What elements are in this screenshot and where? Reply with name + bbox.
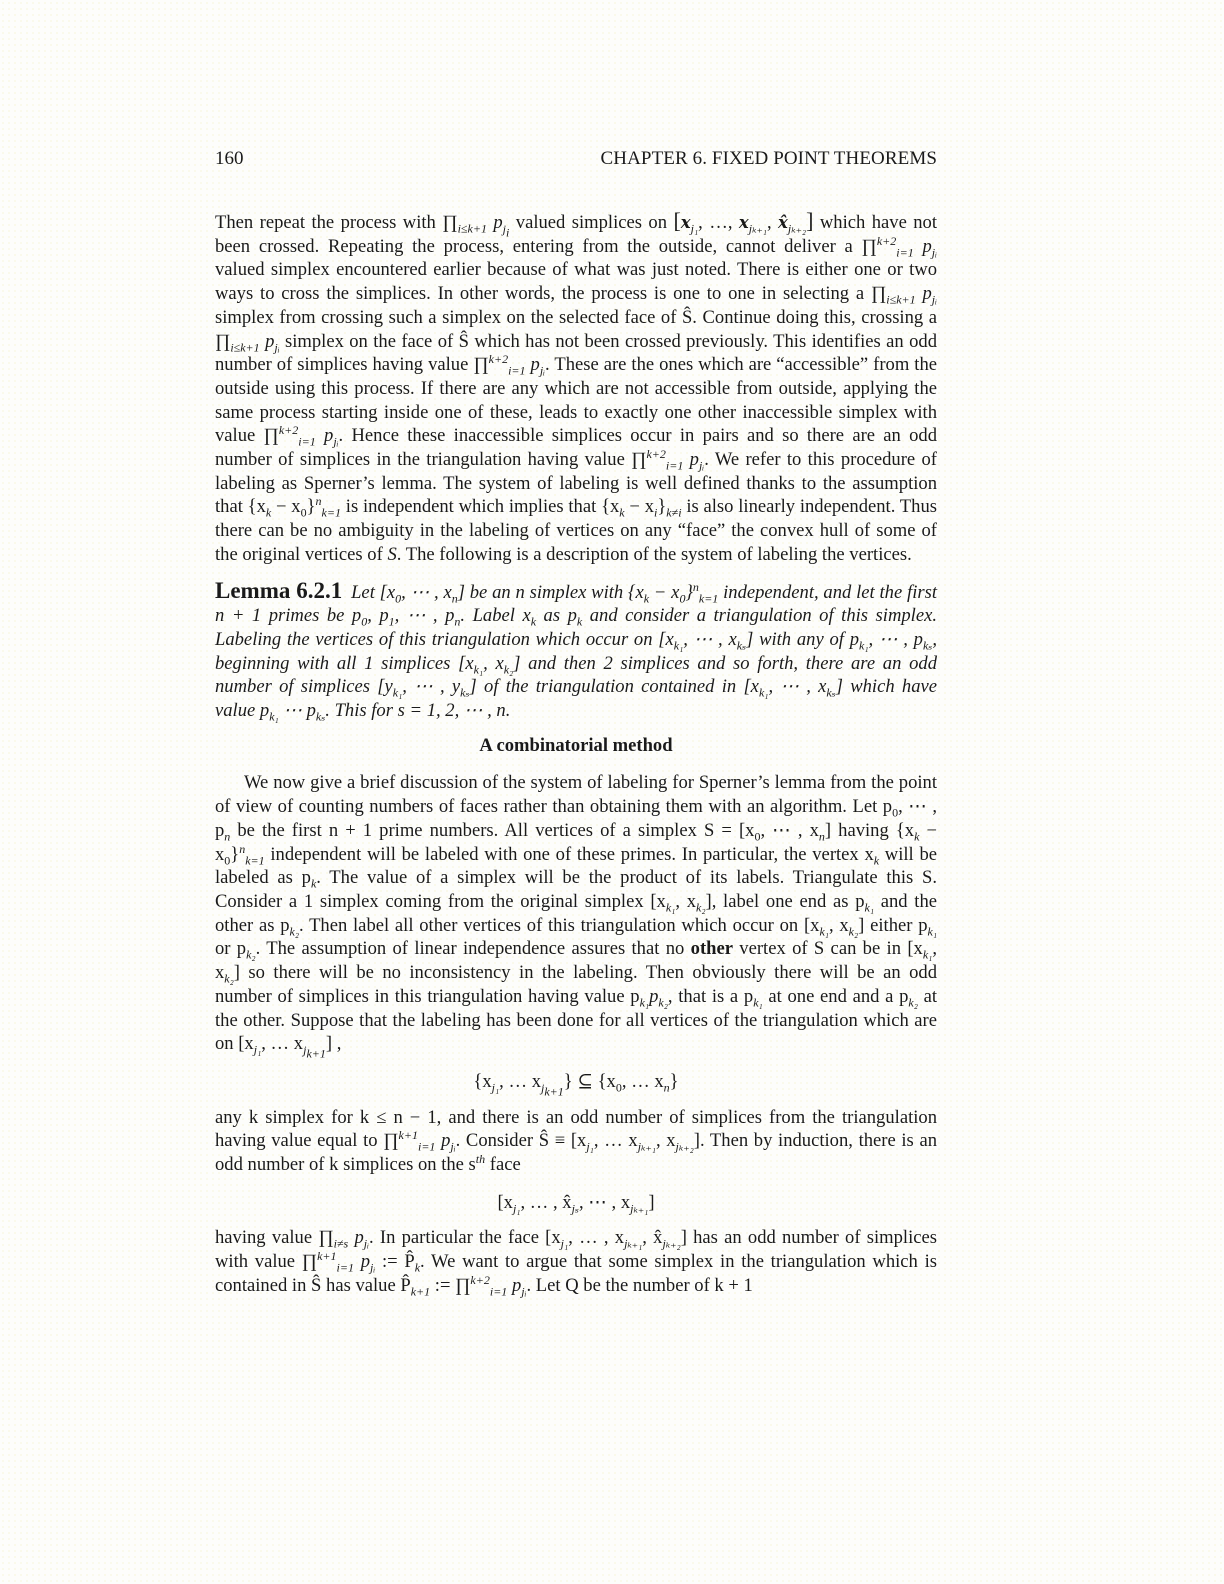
display-equation-face: [$x_{j_1}$, … , $x̂_{j_s}$, ⋯ , $x_{j_{k+1}}$] <box>497 1191 655 1216</box>
lemma-6-2-1: Lemma 6.2.1 Let [$x_0$, ⋯ , $x_n$] be an n simplex with $\{x_k - x_0\}^n_{k=1}$ independent, and let the first n + 1 primes be $p_0$, $p_1$, ⋯ , $p_n$. Label $x_k$ as $p_k$ and consider a triangulation of this simplex. Labeling the vertices of this triangulation which occur on [$x_{k_1}$, ⋯ , $x_{k_s}$] with any of $p_{k_1}$, ⋯ , $p_{k_s}$, beginning with all 1 simplices [$x_{k_1}$, $x_{k_2}$] and then 2 simplices and so forth, there are an odd number of simplices [$y_{k_1}$, ⋯ , $y_{k_s}$] of the triangulation contained in [$x_{k_1}$, ⋯ , $x_{k_s}$] which have value $p_{k_1}$ ⋯ $p_{k_s}$. This for s = 1, 2, ⋯ , n. <box>215 577 938 724</box>
page-body <box>215 209 937 1298</box>
display-equation-subset: {$x_{j_1}$, … $x_{j_{k+1}}$} ⊆ {$x_0$, … $x_n$} <box>473 1070 679 1099</box>
paragraph-face-value: having value $\prod_{i\ne s}$ $p_{jᵢ}$. In particular the face [$x_{j_1}$, … , $x_{j_{k+1}}$, $x̂_{j_{k+2}}$] has an odd number of simplices with value ∏$^{k+1}_{i=1}$ $p_{jᵢ}$ := $P̂_k$. We want to argue that some simplex in the triangulation which is contained in Ŝ has value $P̂_{k+1}$ := ∏$^{k+2}_{i=1}$ $p_{jᵢ}$. Let Q be the number of k + 1 <box>215 1227 937 1299</box>
section-title: A combinatorial method <box>479 734 673 756</box>
running-header <box>215 148 937 172</box>
lemma-label: Lemma 6.2.1 <box>215 577 343 603</box>
paragraph-combinatorial: We now give a brief discussion of the system of labeling for Sperner’s lemma from the point of view of counting numbers of faces rather than obtaining them with an algorithm. Let $p_0$, ⋯ , $p_n$ be the first n + 1 prime numbers. All vertices of a simplex $S = [x_0$, ⋯ , $x_n$] having $\{x_k - x_0\}^n_{k=1}$ independent will be labeled with one of these primes. In particular, the vertex $x_k$ will be labeled as $p_k$. The value of a simplex will be the product of its labels. Triangulate this S. Consider a 1 simplex coming from the original simplex [$x_{k_1}$, $x_{k_2}$], label one end as $p_{k_1}$ and the other as $p_{k_2}$. Then label all other vertices of this triangulation which occur on [$x_{k_1}$, $x_{k_2}$] either $p_{k_1}$ or $p_{k_2}$. The assumption of linear independence assures that no other vertex of S can be in [$x_{k_1}$, $x_{k_2}$] so there will be no inconsistency in the labeling. Then obviously there will be an odd number of simplices in this triangulation having value $p_{k_1}p_{k_2}$, that is a $p_{k_1}$ at one end and a $p_{k_2}$ at the other. Suppose that the labeling has been done for all vertices of the triangulation which are on [$x_{j_1}$, … $x_{j_{k+1}}$] , <box>215 772 938 1061</box>
chapter-title: CHAPTER 6. FIXED POINT THEOREMS <box>600 148 937 169</box>
paragraph-sperner-process: Then repeat the process with $\prod_{i\le k+1}$ $p_{j_i}$ valued simplices on [$x_{j_1}$, …, $x_{j_{k+1}}$, $x̂_{j_{k+2}}$] which have not been crossed. Repeating the process, entering from the outside, cannot deliver a ∏$^{k+2}_{i=1}$ $p_{jᵢ}$ valued simplex encountered earlier because of what was just noted. There is either one or two ways to cross the simplices. In other words, the process is one to one in selecting a $\prod_{i\le k+1}$ $p_{jᵢ}$ simplex from crossing such a simplex on the selected face of Ŝ. Continue doing this, crossing a $\prod_{i\le k+1}$ $p_{jᵢ}$ simplex on the face of Ŝ which has not been crossed previously. This identifies an odd number of simplices having value ∏$^{k+2}_{i=1}$ $p_{jᵢ}$. These are the ones which are “accessible” from the outside using this process. If there are any which are not accessible from outside, applying the same process starting inside one of these, leads to exactly one other inaccessible simplex with value ∏$^{k+2}_{i=1}$ $p_{jᵢ}$. Hence these inaccessible simplices occur in pairs and so there are an odd number of simplices in the triangulation having value ∏$^{k+2}_{i=1}$ $p_{jᵢ}$. We refer to this procedure of labeling as Sperner’s lemma. The system of labeling is well defined thanks to the assumption that $\{x_k - x_0\}^n_{k=1}$ is independent which implies that $\{x_k - x_i\}_{k\ne i}$ is also linearly independent. Thus there can be no ambiguity in the labeling of vertices on any “face” the convex hull of some of the original vertices of S. The following is a description of the system of labeling the vertices. <box>215 208 938 565</box>
paragraph-induction: any k simplex for k ≤ n − 1, and there is an odd number of simplices from the triangulation having value equal to ∏$^{k+1}_{i=1}$ $p_{jᵢ}$. Consider Ŝ ≡ [$x_{j_1}$, … $x_{j_{k+1}}$, $x_{j_{k+2}}$]. Then by induction, there is an odd number of k simplices on the $s^{th}$ face <box>215 1106 937 1176</box>
page-number: 160 <box>215 148 244 169</box>
page <box>215 148 937 1298</box>
